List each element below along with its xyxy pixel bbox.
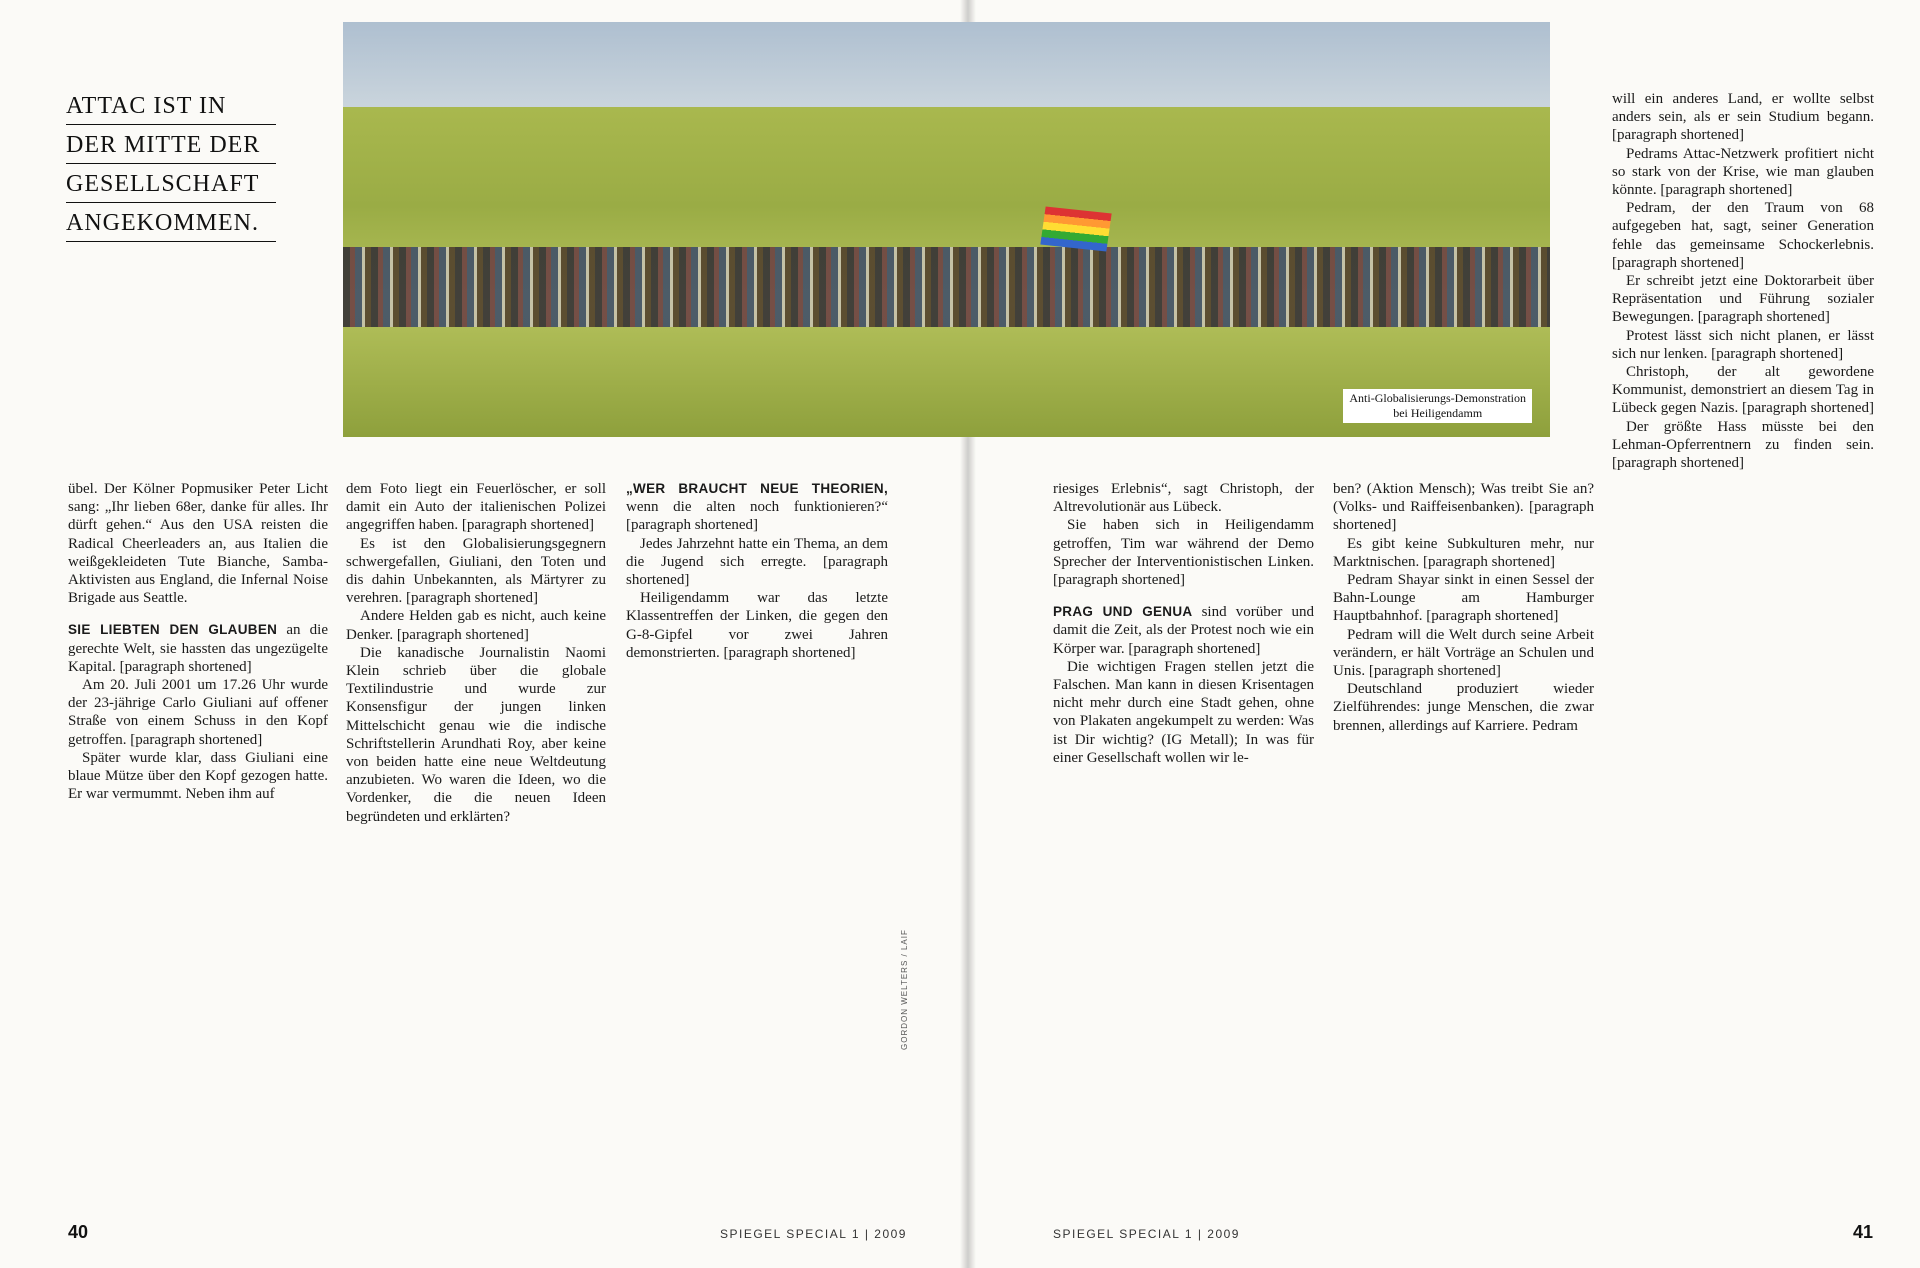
pull-quote-line: DER MITTE DER [66, 125, 276, 164]
text-column-3 [626, 480, 888, 662]
paragraph [68, 621, 328, 676]
paragraph [1612, 363, 1874, 418]
paragraph [1612, 327, 1874, 363]
paragraph [1333, 480, 1594, 535]
paragraph-text: Heiligendamm war das letzte Klassentreffen der Linken, die gegen den G-8-Gipfel vor zwei Jahren demonstrierten. [paragraph shortened] [626, 590, 888, 661]
paragraph-text: Der größte Hass müsste bei den Lehman-Opferrentnern zu finden sein. [paragraph shortened] [1612, 418, 1874, 472]
paragraph [1053, 480, 1314, 516]
paragraph-text: übel. Der Kölner Popmusiker Peter Licht sang: „Ihr lieben 68er, danke für alles. Ihr dürft gehen.“ Aus den USA reisten die Radical Cheerleaders an, aus Italien die weißgekleideten Tute Bianche, Samba-Aktivisten aus England, die Infernal Noise Brigade aus Seattle. [68, 481, 328, 607]
paragraph [626, 480, 888, 535]
paragraph [1053, 516, 1314, 589]
photo-caption [1343, 389, 1532, 423]
paragraph-text: sind vorüber und damit die Zeit, als der Protest noch wie ein Körper war. [paragraph shortened] [1053, 604, 1314, 657]
paragraph [346, 480, 606, 535]
paragraph [1612, 272, 1874, 327]
paragraph [1612, 199, 1874, 272]
paragraph-text: Später wurde klar, dass Giuliani eine blaue Mütze über den Kopf gezogen hatte. Er war vermummt. Neben ihm auf [68, 749, 328, 803]
paragraph [1333, 626, 1594, 681]
paragraph-text: dem Foto liegt ein Feuerlöscher, er soll damit ein Auto der italienischen Polizei angegriffen haben. [paragraph shortened] [346, 481, 606, 534]
paragraph-text: Die kanadische Journalistin Naomi Klein schrieb über die globale Textilindustrie und wurde zur Konsensfigur der jungen linken Mittelschicht genau wie die indische Schriftstellerin Arundhati Roy, aber keine von beiden hatte eine neue Weltdeutung anzubieten. Wo waren die Ideen, wo die Vordenker, die die neuen Ideen begründeten und erklärten? [346, 644, 606, 825]
paragraph-text: Pedrams Attac-Netzwerk profitiert nicht so stark von der Krise, wie man glauben könnte. [paragraph shortened] [1612, 145, 1874, 199]
text-column-2 [346, 480, 606, 826]
paragraph [1053, 658, 1314, 767]
paragraph-text: Es ist den Globalisierungsgegnern schwergefallen, Giuliani, den Toten und dis dahin Unbekannten, als Märtyrer zu verehren. [paragraph shortened] [346, 535, 606, 607]
paragraph [1333, 680, 1594, 735]
paragraph-text: Jedes Jahrzehnt hatte ein Thema, an dem die Jugend sich erregte. [paragraph shortened] [626, 535, 888, 589]
pull-quote [66, 86, 276, 242]
paragraph [68, 749, 328, 804]
photo-caption-line: bei Heiligendamm [1393, 406, 1483, 420]
paragraph-text: Sie haben sich in Heiligendamm getroffen, Tim war während der Demo Sprecher der Interventionistischen Linken. [paragraph shortened] [1053, 517, 1314, 589]
running-footer-left: SPIEGEL SPECIAL 1 | 2009 [720, 1227, 907, 1241]
text-column-6 [1612, 90, 1874, 472]
paragraph [626, 589, 888, 662]
pull-quote-line: ANGEKOMMEN. [66, 203, 276, 242]
paragraph-text: riesiges Erlebnis“, sagt Christoph, der Altrevolutionär aus Lübeck. [1053, 481, 1314, 516]
paragraph [346, 535, 606, 608]
rainbow-flag [1040, 207, 1111, 252]
paragraph-text: Pedram Shayar sinkt in einen Sessel der Bahn-Lounge am Hamburger Hauptbahnhof. [paragraph shortened] [1333, 572, 1594, 625]
subheading: PRAG UND GENUA [1053, 604, 1193, 620]
photo-caption-line: Anti-Globalisierungs-Demonstration [1349, 391, 1526, 405]
paragraph-text: Andere Helden gab es nicht, auch keine Denker. [paragraph shortened] [346, 608, 606, 643]
page-number-left: 40 [68, 1222, 89, 1242]
paragraph [1053, 603, 1314, 658]
demonstration-photo [343, 22, 1550, 437]
paragraph-text: Christoph, der alt gewordene Kommunist, demonstriert an diesem Tag in Lübeck gegen Nazis. [paragraph shortened] [1612, 364, 1874, 417]
pull-quote-line: ATTAC IST IN [66, 86, 276, 125]
paragraph-text: wenn die alten noch funktionieren?“ [paragraph shortened] [626, 499, 888, 534]
paragraph-text: Es gibt keine Subkulturen mehr, nur Marktnischen. [paragraph shortened] [1333, 535, 1594, 570]
paragraph-text: will ein anderes Land, er wollte selbst anders sein, als er sein Studium begann. [paragraph shortened] [1612, 91, 1874, 144]
subheading: „WER BRAUCHT NEUE THEORIEN, [626, 481, 888, 496]
paragraph [68, 676, 328, 749]
paragraph [1612, 90, 1874, 145]
text-column-5 [1333, 480, 1594, 735]
photo-sky [343, 22, 1550, 117]
paragraph [1333, 535, 1594, 571]
paragraph [626, 535, 888, 590]
paragraph [1612, 418, 1874, 473]
page-number-right: 41 [1853, 1222, 1874, 1242]
photo-crowd [343, 247, 1550, 327]
paragraph-text: Er schreibt jetzt eine Doktorarbeit über Repräsentation und Führung sozialer Bewegungen. [paragraph shortened] [1612, 273, 1874, 326]
paragraph-text: Die wichtigen Fragen stellen jetzt die Falschen. Man kann in diesen Krisentagen nicht mehr durch eine Stadt gehen, ohne von Plakaten angekumpelt zu werden: Was ist Dir wichtig? (IG Metall); In was für einer Gesellschaft wollen wir le- [1053, 658, 1314, 766]
paragraph-text: Pedram will die Welt durch seine Arbeit verändern, er hält Vorträge an Schulen und Unis. [paragraph shortened] [1333, 626, 1594, 680]
paragraph [1333, 571, 1594, 626]
paragraph-text: Am 20. Juli 2001 um 17.26 Uhr wurde der 23-jährige Carlo Giuliani auf offener Straße von einem Schuss in den Kopf getroffen. [paragraph shortened] [68, 677, 328, 748]
paragraph [68, 480, 328, 607]
paragraph-text: an die gerechte Welt, sie hassten das ungezügelte Kapital. [paragraph shortened] [68, 622, 328, 675]
paragraph [346, 644, 606, 826]
paragraph [346, 607, 606, 643]
text-column-1 [68, 480, 328, 803]
photo-credit: GORDON WELTERS / LAIF [900, 929, 909, 1050]
pull-quote-line: GESELLSCHAFT [66, 164, 276, 203]
paragraph-text: Protest lässt sich nicht planen, er lässt sich nur lenken. [paragraph shortened] [1612, 327, 1874, 362]
paragraph [1612, 145, 1874, 200]
text-column-4 [1053, 480, 1314, 767]
paragraph-text: Pedram, der den Traum von 68 aufgegeben hat, sagt, seiner Generation fehle das gemeinsame Schockerlebnis. [paragraph shortened] [1612, 200, 1874, 271]
paragraph-text: Deutschland produziert wieder Zielführendes: junge Menschen, die zwar brennen, allerdings auf Karriere. Pedram [1333, 681, 1594, 734]
running-footer-right: SPIEGEL SPECIAL 1 | 2009 [1053, 1227, 1240, 1241]
subheading: SIE LIEBTEN DEN GLAUBEN [68, 622, 278, 638]
paragraph-text: ben? (Aktion Mensch); Was treibt Sie an? (Volks- und Raiffeisenbanken). [paragraph shortened] [1333, 481, 1594, 534]
